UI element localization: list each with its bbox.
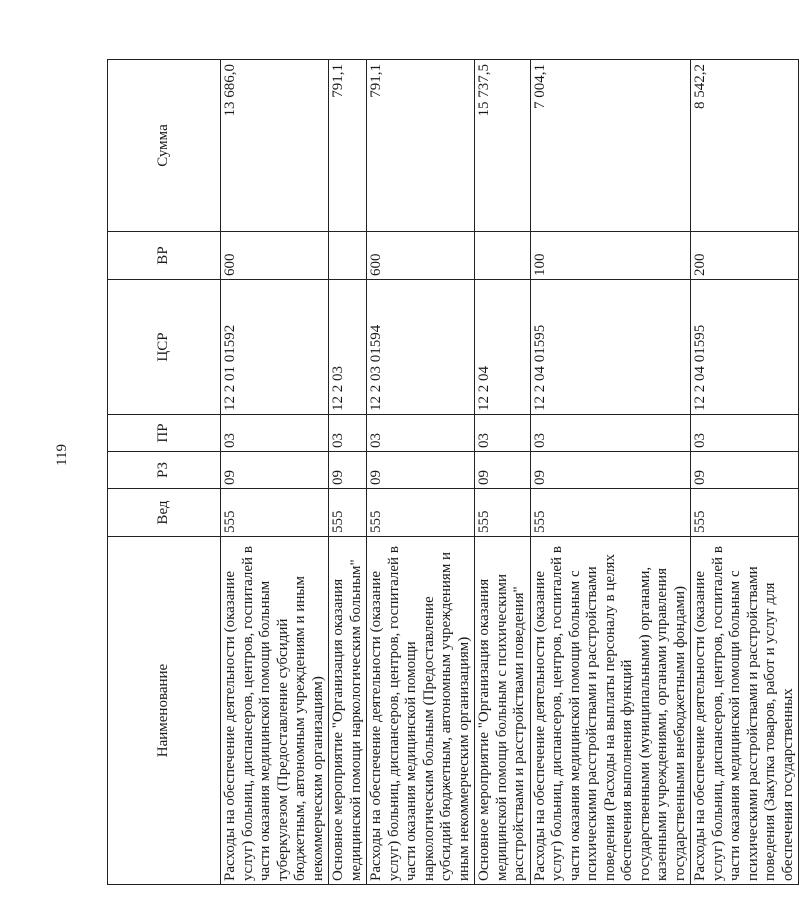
cell-vr: 200 [691, 232, 799, 280]
cell-name: Расходы на обеспечение деятельности (оказание услуг) больниц, диспансеров, центров, госпиталей в части оказания медицинской помощи наркологическим больным (Предоставление субсидий бюджетным, автономным учреждениям и иным некоммерческим организациям) [367, 537, 475, 885]
cell-vr: 600 [367, 232, 475, 280]
cell-rz: 09 [367, 452, 475, 489]
cell-ved: 555 [221, 489, 329, 537]
cell-ved: 555 [475, 489, 531, 537]
header-ved: Вед [108, 489, 221, 537]
cell-sum: 8 542,2 [691, 60, 799, 232]
cell-vr: 600 [221, 232, 329, 280]
header-pr: ПР [108, 415, 221, 452]
cell-rz: 09 [691, 452, 799, 489]
cell-pr: 03 [475, 415, 531, 452]
cell-csr: 12 2 03 01594 [367, 280, 475, 415]
page-number: 119 [54, 444, 70, 466]
cell-csr: 12 2 04 01595 [691, 280, 799, 415]
cell-ved: 555 [367, 489, 475, 537]
cell-name: Основное мероприятие "Организация оказания медицинской помощи наркологическим больным" [329, 537, 367, 885]
cell-sum: 7 004,1 [530, 60, 691, 232]
cell-rz: 09 [475, 452, 531, 489]
cell-pr: 03 [530, 415, 691, 452]
cell-ved: 555 [530, 489, 691, 537]
cell-sum: 13 686,0 [221, 60, 329, 232]
table-row [329, 60, 367, 885]
cell-rz: 09 [530, 452, 691, 489]
cell-sum: 791,1 [329, 60, 367, 232]
cell-ved: 555 [329, 489, 367, 537]
header-csr: ЦСР [108, 280, 221, 415]
cell-name: Расходы на обеспечение деятельности (оказание услуг) больниц, диспансеров, центров, госпиталей в части оказания медицинской помощи больным туберкулезом (Предоставление субсидий бюджетным, автономным учреждениям и иным некоммерческим организациям) [221, 537, 329, 885]
cell-name: Основное мероприятие "Организация оказания медицинской помощи больным с психическими расстройствами и расстройствами поведения" [475, 537, 531, 885]
cell-vr [475, 232, 531, 280]
cell-pr: 03 [221, 415, 329, 452]
cell-pr: 03 [367, 415, 475, 452]
cell-name: Расходы на обеспечение деятельности (оказание услуг) больниц, диспансеров, центров, госпиталей в части оказания медицинской помощи больным с психическими расстройствами и расстройствами поведения (Расходы на выплаты персоналу в целях обеспечения выполнения функций государственными (муниципальными) органами, казенными учреждениями, органами управления государственными внебюджетными фондами) [530, 537, 691, 885]
table-row [221, 60, 329, 885]
cell-ved: 555 [691, 489, 799, 537]
cell-csr: 12 2 04 [475, 280, 531, 415]
cell-sum: 15 737,5 [475, 60, 531, 232]
cell-name: Расходы на обеспечение деятельности (оказание услуг) больниц, диспансеров, центров, госпиталей в части оказания медицинской помощи больным с психическими расстройствами и расстройствами поведения (Закупка товаров, работ и услуг для обеспечения государственных [691, 537, 799, 885]
cell-pr: 03 [691, 415, 799, 452]
table-row [530, 60, 691, 885]
cell-csr: 12 2 01 01592 [221, 280, 329, 415]
table-row [475, 60, 531, 885]
table-header-row [108, 60, 221, 885]
cell-sum: 791,1 [367, 60, 475, 232]
header-name: Наименование [108, 537, 221, 885]
cell-rz: 09 [329, 452, 367, 489]
cell-rz: 09 [221, 452, 329, 489]
header-vr: ВР [108, 232, 221, 280]
cell-vr: 100 [530, 232, 691, 280]
cell-vr [329, 232, 367, 280]
cell-csr: 12 2 04 01595 [530, 280, 691, 415]
header-sum: Сумма [108, 60, 221, 232]
header-rz: РЗ [108, 452, 221, 489]
budget-table [107, 59, 799, 885]
cell-pr: 03 [329, 415, 367, 452]
table-row [691, 60, 799, 885]
rotated-page-content [107, 60, 799, 885]
table-row [367, 60, 475, 885]
cell-csr: 12 2 03 [329, 280, 367, 415]
